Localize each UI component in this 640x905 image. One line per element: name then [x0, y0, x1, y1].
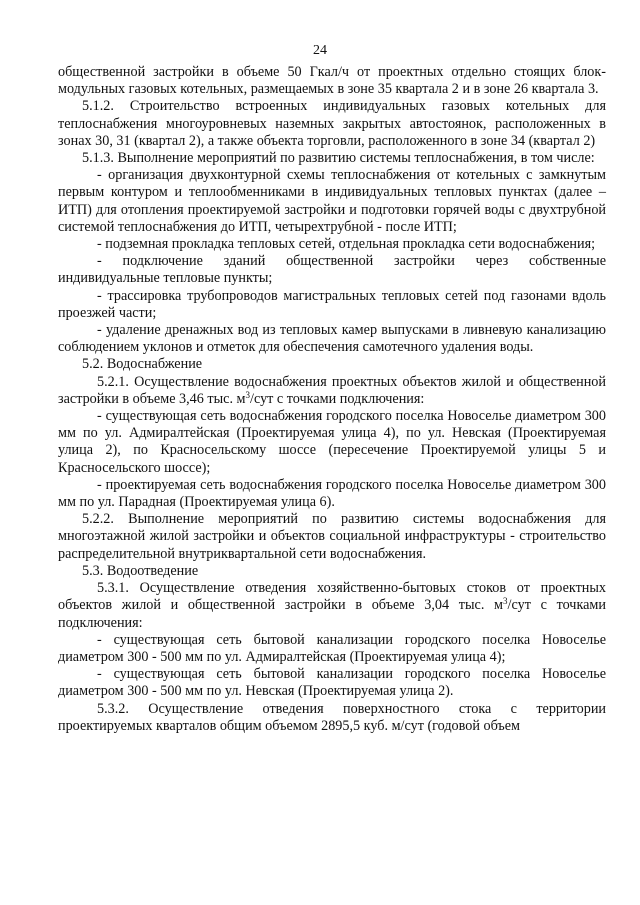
- page-number: 24: [313, 43, 327, 58]
- paragraph-text: /сут с точками подключения:: [58, 597, 606, 631]
- superscript: 3: [503, 596, 508, 607]
- section-heading: 5.2. Водоснабжение: [82, 356, 203, 373]
- paragraph: - подключение зданий общественной застройки через собственные индивидуальные тепловые пункты;: [58, 253, 606, 287]
- paragraph: - подземная прокладка тепловых сетей, отдельная прокладка сети водоснабжения;: [97, 236, 596, 253]
- paragraph: - существующая сеть бытовой канализации городского поселка Новоселье диаметром 300 - 500 мм по ул. Невская (Проектируемая улица 2).: [58, 666, 606, 700]
- paragraph: [58, 580, 606, 632]
- paragraph: общественной застройки в объеме 50 Гкал/ч от проектных отдельно стоящих блок-модульных газовых котельных, размещаемых в зоне 35 квартала 2 и в зоне 26 квартала 3.: [58, 64, 606, 98]
- paragraph: 5.2.2. Выполнение мероприятий по развитию системы водоснабжения для многоэтажной жилой застройки и объектов социальной инфраструктуры - строительство распределительной внутриквартальной сети водоснабжения.: [58, 511, 606, 562]
- paragraph: 5.3.2. Осуществление отведения поверхностного стока с территории проектируемых кварталов общим объемом 2895,5 куб. м/сут (годовой объем: [58, 700, 606, 734]
- paragraph: 5.1.2. Строительство встроенных индивидуальных газовых котельных для теплоснабжения многоуровневых наземных закрытых автостоянок, расположенных в зонах 30, 31 (квартал 2), а также объекта торговли, расположенного в зоне 34 (квартал 2): [58, 98, 606, 149]
- paragraph: - проектируемая сеть водоснабжения городского поселка Новоселье диаметром 300 мм по ул. Парадная (Проектируемая улица 6).: [58, 476, 606, 511]
- paragraph: - существующая сеть водоснабжения городского поселка Новоселье диаметром 300 мм по ул. Адмиралтейская (Проектируемая улица 4), по ул. Невская (Проектируемая улица 2), по Красносельскому шоссе (пересечение Проектируемой улицы 5 и Красносельского шоссе);: [58, 408, 606, 476]
- paragraph: [58, 374, 606, 408]
- document-body: [58, 64, 606, 735]
- paragraph: - организация двухконтурной схемы теплоснабжения от котельных с замкнутым первым контуром и теплообменниками в индивидуальных тепловых пунктах (далее – ИТП) для отопления проектируемой застройки и подготовки горячей воды с двухтрубной системой теплоснабжения до ИТП, четырехтрубной - после ИТП;: [58, 167, 606, 235]
- paragraph-text: 5.3.1. Осуществление отведения хозяйственно-бытовых стоков от проектных объектов жилой и общественной застройки в объеме 3,04 тыс. м: [58, 580, 606, 614]
- superscript: 3: [245, 389, 251, 400]
- paragraph: 5.1.3. Выполнение мероприятий по развитию системы теплоснабжения, в том числе:: [82, 150, 595, 167]
- paragraph-text: /сут с точками подключения:: [250, 390, 425, 407]
- paragraph: - трассировка трубопроводов магистральных тепловых сетей под газонами вдоль проезжей части;: [58, 287, 606, 321]
- paragraph-text: 5.2.1. Осуществление водоснабжения проектных объектов жилой и общественной застройки в объеме 3,46 тыс. м: [58, 373, 606, 407]
- paragraph: - удаление дренажных вод из тепловых камер выпусками в ливневую канализацию соблюдением уклонов и отметок для обеспечения самотечного удаления воды.: [58, 322, 606, 356]
- section-heading: 5.3. Водоотведение: [82, 562, 199, 579]
- paragraph: - существующая сеть бытовой канализации городского поселка Новоселье диаметром 300 - 500 мм по ул. Адмиралтейская (Проектируемая улица 4);: [58, 631, 606, 665]
